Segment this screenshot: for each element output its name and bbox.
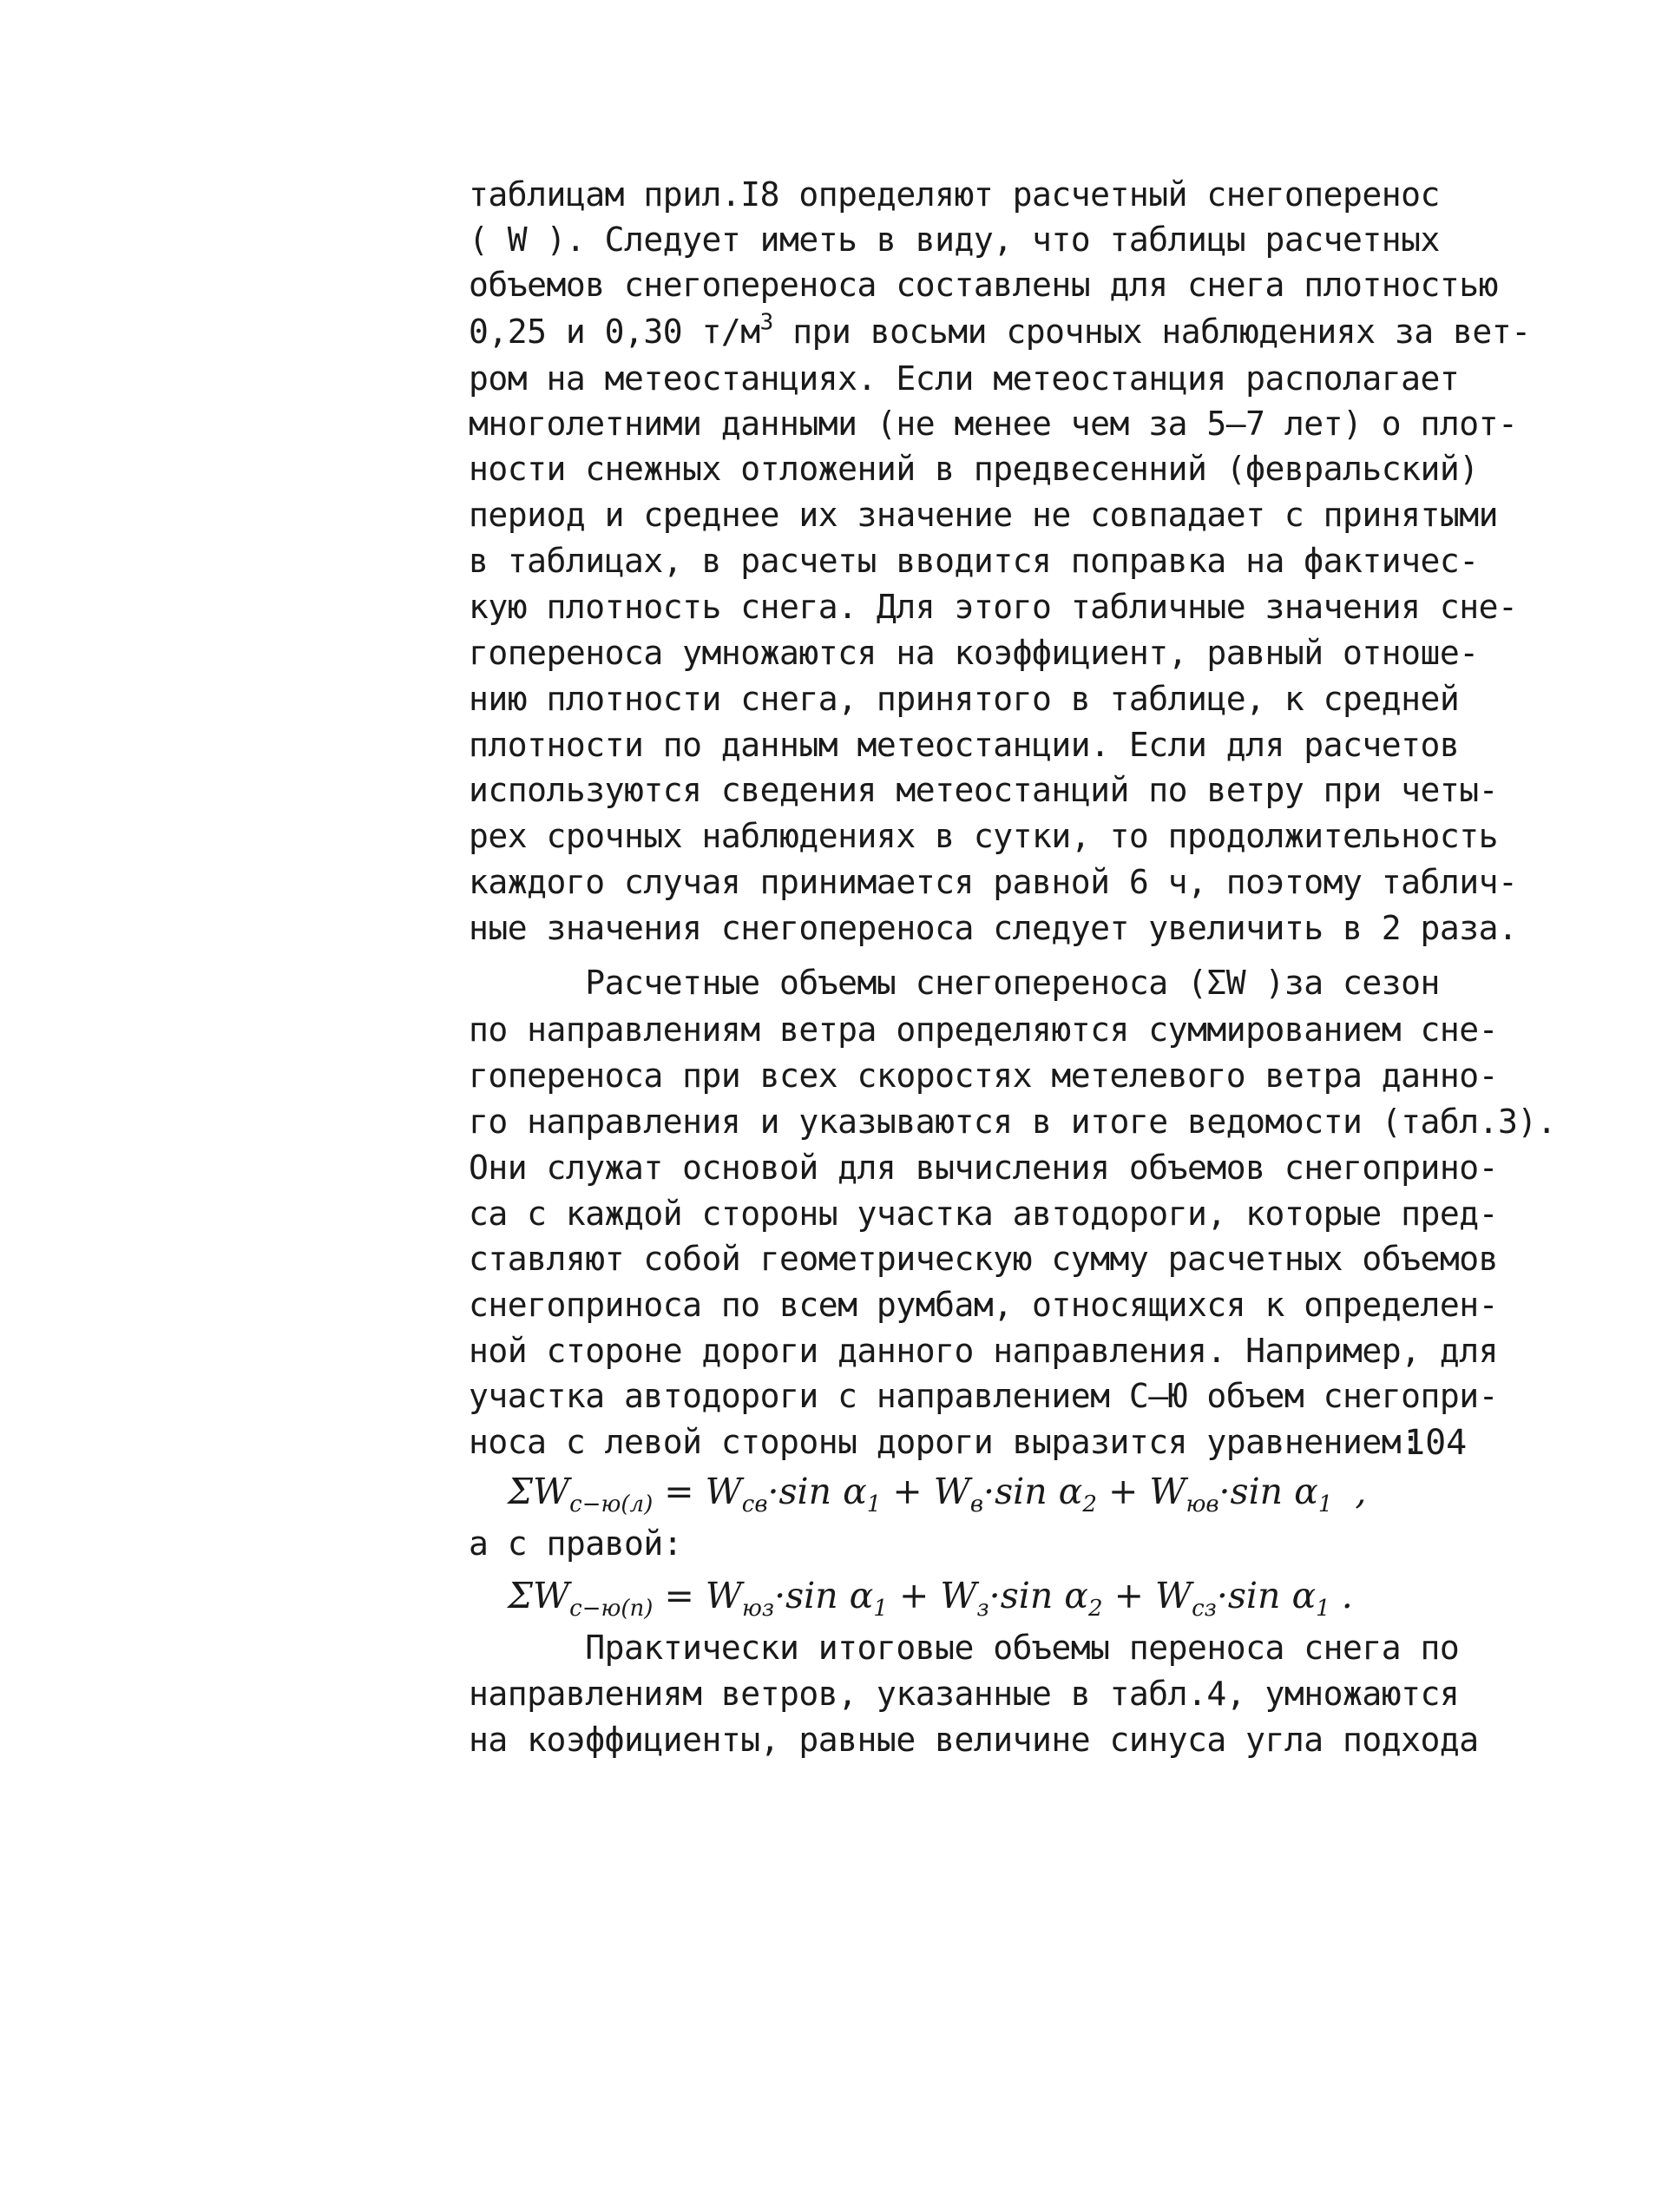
text-line: направлениям ветров, указанные в табл.4, умножаются bbox=[469, 1675, 1460, 1713]
text-line: гопереноса умножаются на коэффициент, равный отноше- bbox=[469, 634, 1479, 672]
page-number: 104 bbox=[1404, 1423, 1468, 1463]
text-line: объемов снегопереноса составлены для снега плотностью bbox=[469, 266, 1499, 304]
text-line: плотности по данным метеостанции. Если для расчетов bbox=[469, 726, 1460, 764]
text-line: гопереноса при всех скоростях метелевого ветра данно- bbox=[469, 1057, 1499, 1095]
text-line: таблицам прил.I8 определяют расчетный снегоперенос bbox=[469, 175, 1440, 214]
superscript: 3 bbox=[759, 309, 773, 336]
text-line: по направлениям ветра определяются суммированием сне- bbox=[469, 1011, 1499, 1049]
text-line: ( W ). Следует иметь в виду, что таблицы расчетных bbox=[469, 221, 1440, 259]
formula-left-side: $\Sigma W_{с-ю(л)} = W_{св}\cdot\sin$ $\alpha_1 + W_в\cdot\sin$ $\alpha_2 + W_{юв}\cdot\sin$ $\alpha_1$ , bbox=[508, 1471, 1367, 1518]
text-line: го направления и указываются в итоге ведомости (табл.3). bbox=[469, 1103, 1557, 1141]
text-line: нию плотности снега, принятого в таблице, к средней bbox=[469, 680, 1460, 718]
formula-right-side: $\Sigma W_{с-ю(п)} = W_{юз}\cdot\sin$ $\alpha_1 + W_з\cdot\sin$ $\alpha_2 + W_{сз}\cdot\sin$ $\alpha_1$ . bbox=[508, 1575, 1353, 1623]
text-line bbox=[469, 309, 1531, 354]
text-line: са с каждой стороны участка автодороги, которые пред- bbox=[469, 1195, 1499, 1233]
text-line: используются сведения метеостанций по ветру при четы- bbox=[469, 771, 1499, 809]
text-line: многолетними данными (не менее чем за 5–7 лет) о плот- bbox=[469, 405, 1518, 443]
text-line: ром на метеостанциях. Если метеостанция располагает bbox=[469, 359, 1460, 398]
text-line: рех срочных наблюдениях в сутки, то продолжительность bbox=[469, 817, 1499, 855]
line-text: 0,25 и 0,30 т/м bbox=[469, 313, 760, 351]
text-line: период и среднее их значение не совпадает с принятыми bbox=[469, 496, 1499, 534]
text-line: на коэффициенты, равные величине синуса угла подхода bbox=[469, 1721, 1479, 1759]
text-line: участка автодороги с направлением С–Ю объем снегопри- bbox=[469, 1377, 1499, 1415]
text-line: кую плотность снега. Для этого табличные значения сне- bbox=[469, 588, 1518, 626]
text-line: каждого случая принимается равной 6 ч, поэтому таблич- bbox=[469, 863, 1518, 901]
text-line: а с правой: bbox=[469, 1524, 683, 1563]
text-line: носа с левой стороны дороги выразится уравнением: bbox=[469, 1423, 1421, 1461]
text-line: снегоприноса по всем румбам, относящихся к определен- bbox=[469, 1286, 1499, 1324]
text-line: в таблицах, в расчеты вводится поправка на фактичес- bbox=[469, 542, 1479, 580]
text-line: ной стороне дороги данного направления. Например, для bbox=[469, 1332, 1499, 1370]
text-line: Они служат основой для вычисления объемов снегоприно- bbox=[469, 1149, 1499, 1187]
text-line: ставляют собой геометрическую сумму расчетных объемов bbox=[469, 1240, 1499, 1278]
text-line: Практически итоговые объемы переноса снега по bbox=[469, 1629, 1460, 1667]
text-line: ные значения снегопереноса следует увеличить в 2 раза. bbox=[469, 909, 1518, 947]
line-text: при восьми срочных наблюдениях за вет- bbox=[772, 313, 1531, 351]
text-line: Расчетные объемы снегопереноса (ΣW )за сезон bbox=[469, 964, 1440, 1002]
text-line: ности снежных отложений в предвесенний (февральский) bbox=[469, 450, 1479, 488]
